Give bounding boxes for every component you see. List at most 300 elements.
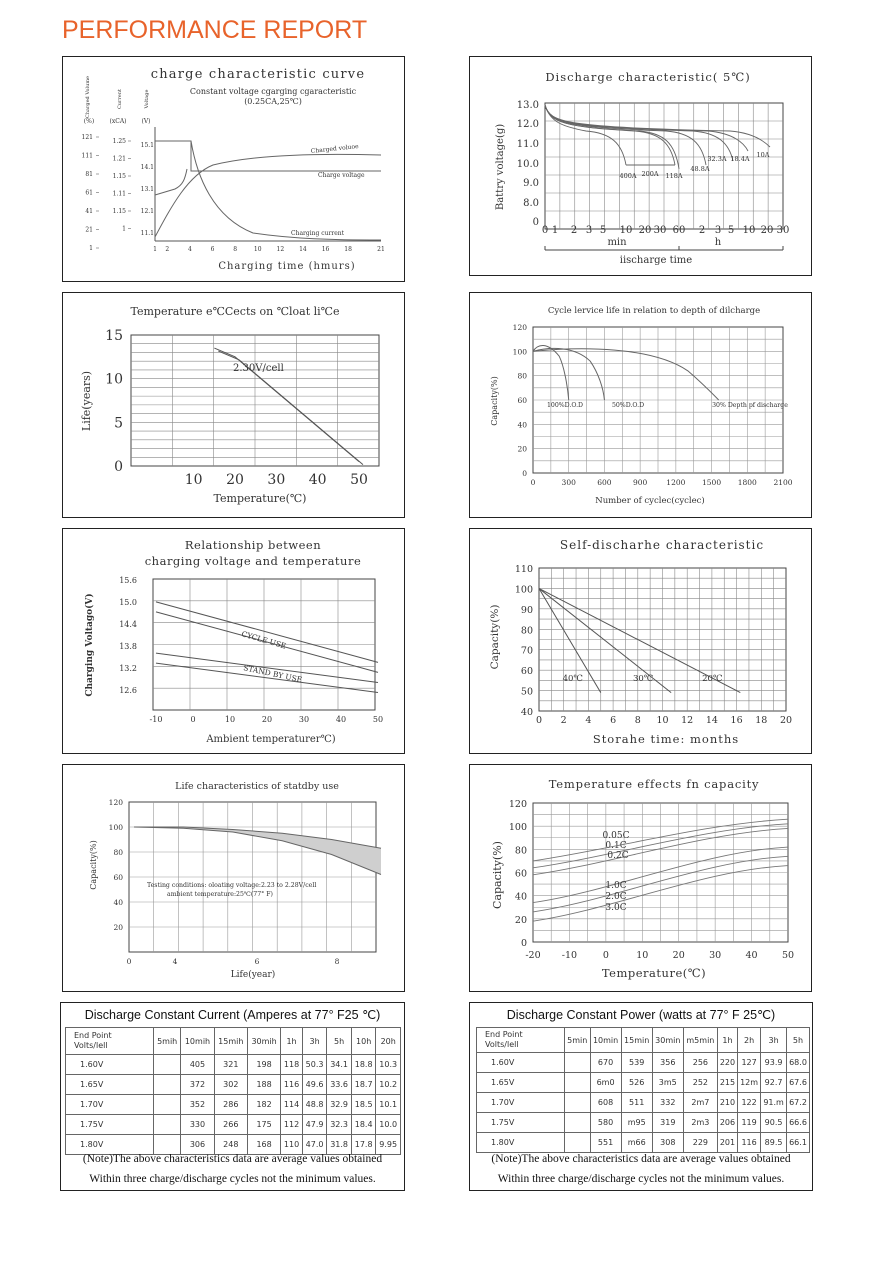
x-tick-label: 4 (585, 715, 592, 726)
y-tick-label: 80 (514, 845, 527, 857)
column-header: 30min (652, 1028, 683, 1053)
table-cell: 182 (247, 1095, 280, 1115)
y-tick-label: 100 (508, 822, 527, 834)
x-tick-label: 0 (602, 950, 609, 961)
charge-chart-svg (63, 57, 406, 283)
table-cell: 32.3 (327, 1115, 352, 1135)
table-cell: 50.3 (302, 1055, 327, 1075)
x-tick-label: 50 (350, 472, 368, 488)
row-label: 1.75V (66, 1115, 154, 1135)
x-tick-label: 10 (656, 715, 669, 726)
self-discharge-chart-svg (470, 529, 813, 755)
voltage-band-upper (156, 602, 378, 663)
series-label: 100%D.O.D (546, 402, 584, 409)
column-header: 5h (327, 1028, 352, 1055)
table-cell: 12m (738, 1073, 761, 1093)
y-tick-label: 60 (520, 666, 533, 678)
table-cell: 92.7 (761, 1073, 787, 1093)
table-row (477, 1133, 810, 1153)
table-cell: 116 (281, 1075, 303, 1095)
column-header: 3h (302, 1028, 327, 1055)
table-row (66, 1095, 401, 1115)
table-cell: 302 (214, 1075, 247, 1095)
chart-lines (533, 346, 788, 409)
y-tick-label: 13.1 (140, 186, 154, 193)
y-tick-label: 8.0 (523, 198, 539, 209)
x-tick-label: 40 (308, 472, 327, 488)
y-tick-label: 1.15 (112, 208, 126, 215)
table-cell: 122 (738, 1093, 761, 1113)
y-tick-label: 41 (85, 208, 93, 215)
x-axis-label: Number of cyclec(cyclec) (595, 496, 705, 506)
x-tick-label: 1800 (737, 478, 757, 487)
table-cell: 308 (652, 1133, 683, 1153)
chart-grid (539, 568, 786, 711)
table-cell: 89.5 (761, 1133, 787, 1153)
column-header: 2h (738, 1028, 761, 1053)
x-tick-label: 10 (224, 715, 236, 724)
y-tick-label: 80 (113, 848, 123, 857)
chart-grid (533, 803, 788, 942)
table-cell: 91.m (761, 1093, 787, 1113)
table-cell: 526 (621, 1073, 652, 1093)
chart-title: Temperature effects fn capacity (548, 777, 760, 791)
x-tick-label: 30 (776, 225, 790, 236)
x-tick-label: 2 (698, 225, 706, 236)
discharge-curve (545, 105, 626, 165)
x-tick-label: 8 (634, 715, 641, 726)
table-cell (154, 1075, 181, 1095)
y-tick-label: 60 (514, 868, 527, 880)
table-cell (565, 1053, 591, 1073)
x-tick-label: 10 (742, 225, 756, 236)
x-tick-label: 600 (597, 478, 612, 487)
series-label: 2.30V/cell (233, 363, 284, 374)
table-cell: 319 (652, 1113, 683, 1133)
y-tick-label: 15 (105, 328, 123, 344)
x-tick-label: 60 (672, 225, 686, 236)
series-label: 10A (756, 151, 770, 159)
table-cell: 10.0 (376, 1115, 401, 1135)
series-label: 118A (665, 172, 683, 180)
table-row (477, 1073, 810, 1093)
y-tick-label: 1.21 (112, 155, 126, 163)
table-cell: 9.95 (376, 1135, 401, 1155)
x-tick-label: 0 (541, 225, 549, 236)
table-note: (Note)The above characteristics data are average values obtained (82, 1153, 383, 1165)
series-label: 48.8A (690, 165, 710, 173)
x-tick-label: 10 (619, 225, 633, 236)
x-tick-label: 20 (261, 715, 273, 724)
chart-title: charging voltage and temperature (144, 554, 362, 568)
table-cell: 67.6 (787, 1073, 810, 1093)
charge-characteristic-chart (62, 56, 405, 282)
cycle-life-chart (469, 292, 812, 518)
x-tick-label: 12 (681, 715, 694, 726)
series-label: Charge voltage (318, 172, 365, 179)
column-header: 10min (590, 1028, 621, 1053)
chart-note: ambient temperature:25℃(77° F) (167, 891, 273, 898)
discharge-curve (545, 105, 675, 165)
table-cell: 18.4 (351, 1115, 376, 1135)
y-tick-label: 40 (514, 891, 527, 903)
y-tick-label: 20 (514, 914, 527, 926)
x-tick-label: 20 (779, 715, 793, 726)
table-cell: 2m3 (683, 1113, 717, 1133)
axis-ticks (119, 576, 383, 724)
x-tick-label: 2100 (773, 478, 793, 487)
y-tick-label: 10 (105, 371, 123, 388)
chart-title: Relationship between (184, 538, 322, 552)
x-tick-label: 0 (530, 478, 536, 487)
y-axis-label: Charging Voltago(V) (85, 593, 95, 697)
chart-lines (156, 602, 378, 693)
column-header: 1h (281, 1028, 303, 1055)
chart-title: Temperature e℃Cects on ℃loat li℃e (130, 305, 340, 318)
chart-title: charge characteristic curve (150, 67, 366, 82)
x-tick-label: 18 (755, 715, 768, 726)
x-tick-label: 14 (299, 246, 307, 253)
row-label: 1.65V (477, 1073, 565, 1093)
table-cell: 2m7 (683, 1093, 717, 1113)
column-header: 1h (717, 1028, 737, 1053)
y-tick-label: 120 (512, 323, 527, 332)
axis-ticks (105, 328, 368, 488)
y-tick-label: 5 (114, 415, 123, 432)
standby-life-chart (62, 764, 405, 992)
life-band-fill (134, 827, 381, 875)
y-tick-label: 12.6 (119, 686, 137, 695)
y-tick-label: 80 (517, 371, 527, 381)
chart-title: Self-discharhe characteristic (559, 538, 765, 552)
column-header: 20h (376, 1028, 401, 1055)
table-cell: 48.8 (302, 1095, 327, 1115)
table-title: Discharge Constant Power (watts at 77° F 25℃) (506, 1008, 776, 1022)
series-label: 0.2C (607, 851, 629, 861)
y-tick-label: 60 (517, 396, 527, 405)
x-tick-label: 20 (760, 225, 774, 236)
y-tick-label: 13.2 (119, 664, 137, 673)
voltage-temperature-chart-svg (63, 529, 406, 755)
discharge-chart-svg (470, 57, 813, 277)
x-tick-label: 4 (172, 957, 178, 966)
table-cell: 206 (717, 1113, 737, 1133)
voltage-temperature-chart (62, 528, 405, 754)
y-tick-label: 11.1 (140, 230, 154, 237)
table-cell: 356 (652, 1053, 683, 1073)
series-label: 50%D.O.D (611, 402, 645, 409)
table-row (66, 1075, 401, 1095)
chart-subtitle: Constant voltage cgarging cgaracteristic (189, 87, 357, 96)
y-tick-label: 12.1 (140, 208, 154, 215)
table-cell: 116 (738, 1133, 761, 1153)
x-axis-label: Charging time (hmurs) (218, 261, 356, 272)
table-header-row (477, 1028, 810, 1053)
discharge-curve (545, 105, 679, 169)
series-label: 30℃ (632, 674, 654, 684)
x-tick-label: 50 (372, 715, 384, 724)
x-tick-label: 40 (335, 715, 347, 724)
x-tick-label: 30 (298, 715, 310, 724)
x-tick-label: 16 (730, 715, 743, 726)
chart-lines (134, 827, 381, 875)
table-cell: 229 (683, 1133, 717, 1153)
table-cell: 18.5 (351, 1095, 376, 1115)
series-label: 20℃ (702, 674, 723, 684)
table-cell (565, 1073, 591, 1093)
x-tick-label: 4 (188, 246, 192, 253)
table-cell: 18.8 (351, 1055, 376, 1075)
y-tick-label: 120 (508, 799, 527, 810)
table-cell: 66.1 (787, 1133, 810, 1153)
discharge-curve (545, 105, 706, 165)
axis-unit: (V) (141, 118, 151, 125)
y-tick-label: 14.1 (140, 164, 154, 171)
x-tick-label: 2 (165, 246, 170, 253)
axis-unit: (xCA) (109, 118, 127, 125)
table-cell: m95 (621, 1113, 652, 1133)
header-line: End Point (74, 1031, 112, 1040)
y-axis-label: Capacity(%) (89, 840, 98, 890)
x-tick-label: 5 (599, 225, 607, 236)
chart-note: Testing conditions: oloating voltage:2.23 to 2.28V/cell (147, 882, 317, 889)
table-cell: 372 (181, 1075, 214, 1095)
table-cell: 49.6 (302, 1075, 327, 1095)
y-tick-label: 111 (81, 152, 93, 160)
y-tick-label: 1.15 (112, 173, 126, 180)
series-label: 18.4A (730, 155, 750, 163)
y-tick-label: 100 (108, 823, 123, 832)
x-tick-label: 12 (276, 246, 285, 253)
table-cell: 17.8 (351, 1135, 376, 1155)
table-cell: 68.0 (787, 1053, 810, 1073)
table-cell: 112 (281, 1115, 303, 1135)
x-axis-label: iischarge time (619, 255, 693, 266)
x-tick-label: 3 (585, 225, 593, 236)
table-note: Within three charge/discharge cycles not the minimum values. (89, 1173, 376, 1185)
row-label: 1.80V (477, 1133, 565, 1153)
series-label: 3.0C (605, 903, 627, 913)
x-tick-label: 0 (535, 715, 543, 726)
table-cell: m66 (621, 1133, 652, 1153)
row-label: 1.70V (477, 1093, 565, 1113)
axis-head-voltage: Voltage (144, 89, 150, 109)
x-tick-label: 10 (184, 472, 203, 488)
y-tick-label: 120 (108, 798, 123, 807)
chart-grid (129, 802, 376, 952)
table-cell: 66.6 (787, 1113, 810, 1133)
row-label: 1.80V (66, 1135, 154, 1155)
y-tick-label: 90 (520, 604, 533, 616)
column-header: 10mih (181, 1028, 214, 1055)
y-tick-label: 1 (122, 225, 126, 233)
series-label: 30% Depth pf discharge (712, 402, 788, 409)
x-tick-label: 30 (653, 225, 667, 236)
x-tick-label: 3 (714, 225, 722, 236)
x-tick-label: 8 (334, 957, 340, 966)
x-tick-label: 2 (570, 225, 578, 236)
table-cell: 127 (738, 1053, 761, 1073)
series-label: 0.05C (602, 831, 630, 841)
y-tick-label: 13.8 (119, 642, 137, 651)
table-row (477, 1113, 810, 1133)
float-life-chart (62, 292, 405, 518)
table-cell: 306 (181, 1135, 214, 1155)
table-row (66, 1055, 401, 1075)
x-axis-label: Life(year) (230, 970, 276, 980)
table-cell (565, 1113, 591, 1133)
x-tick-label: 6 (610, 715, 617, 726)
table-cell: 34.1 (327, 1055, 352, 1075)
x-axis-label: Temperature(℃) (601, 966, 707, 980)
table-cell: 118 (281, 1055, 303, 1075)
table-title: Discharge Constant Current (Amperes at 77° F25 ℃) (84, 1008, 381, 1022)
table-cell: 215 (717, 1073, 737, 1093)
y-tick-label: 100 (512, 347, 527, 357)
y-tick-label: 10.0 (516, 159, 539, 170)
table-cell: 511 (621, 1093, 652, 1113)
y-tick-label: 15.0 (119, 598, 137, 607)
x-tick-label: 900 (632, 478, 648, 487)
y-tick-label: 20 (113, 923, 123, 932)
table-cell (565, 1133, 591, 1153)
y-tick-label: 1.25 (112, 138, 126, 145)
x-tick-label: -10 (149, 715, 163, 724)
x-tick-label: 21 (377, 246, 385, 253)
constant-power-table-panel (469, 1002, 813, 1191)
x-tick-label: 20 (638, 225, 652, 236)
table-cell: 266 (214, 1115, 247, 1135)
y-tick-label: 0 (520, 938, 527, 949)
y-tick-label: 40 (517, 420, 527, 430)
y-axis-label: Capacity(%) (489, 604, 501, 670)
discharge-characteristic-chart (469, 56, 812, 276)
x-axis-label: Temperature(℃) (213, 492, 307, 505)
series-label: 200A (641, 170, 659, 178)
series-label: 400A (619, 172, 637, 180)
column-header: 5mih (154, 1028, 181, 1055)
y-tick-label: 13.0 (516, 100, 539, 111)
x-tick-label: -10 (561, 950, 578, 961)
y-tick-label: 0 (522, 469, 527, 478)
table-cell: 551 (590, 1133, 621, 1153)
table-cell: 10.2 (376, 1075, 401, 1095)
y-tick-label: 80 (520, 625, 533, 637)
y-tick-label: 15.6 (119, 576, 137, 585)
y-tick-label: 110 (514, 564, 533, 575)
column-header: 10h (351, 1028, 376, 1055)
table-cell: 352 (181, 1095, 214, 1115)
x-tick-label: 30 (709, 950, 722, 961)
x-axis-label: Ambient temperaturer℃) (206, 734, 336, 745)
page-title: PERFORMANCE REPORT (62, 16, 368, 44)
table-cell: 47.9 (302, 1115, 327, 1135)
discharge-curve (545, 105, 733, 161)
table-cell: 252 (683, 1073, 717, 1093)
column-header: 3h (761, 1028, 787, 1053)
table-note: Within three charge/discharge cycles not the minimum values. (497, 1173, 785, 1185)
x-tick-label: 6 (210, 246, 215, 253)
y-tick-label: 121 (81, 134, 93, 141)
temp-capacity-chart-svg (470, 765, 813, 993)
x-tick-label: 40 (745, 950, 758, 961)
column-header: 5h (787, 1028, 810, 1053)
chart-grid (545, 103, 783, 229)
y-tick-label: 20 (517, 444, 527, 454)
table-cell: 188 (247, 1075, 280, 1095)
y-tick-label: 1.11 (112, 190, 126, 198)
y-tick-label: 81 (85, 171, 93, 178)
table-cell (154, 1115, 181, 1135)
y-tick-label: 61 (85, 189, 93, 197)
column-header: 30mih (247, 1028, 280, 1055)
table-cell (154, 1055, 181, 1075)
dod-30-curve (533, 349, 719, 400)
header-line: Volts/lell (74, 1041, 108, 1050)
row-label: 1.65V (66, 1075, 154, 1095)
table-cell: 220 (717, 1053, 737, 1073)
table-row (66, 1135, 401, 1155)
row-label: 1.60V (66, 1055, 154, 1075)
table-cell: 670 (590, 1053, 621, 1073)
header-cell (477, 1028, 565, 1053)
table-cell: 198 (247, 1055, 280, 1075)
table-cell: 539 (621, 1053, 652, 1073)
column-header: 15mih (214, 1028, 247, 1055)
x-axis-label: Storahe time: months (592, 732, 740, 746)
y-tick-label: 1 (89, 245, 93, 252)
chart-subtitle: (0.25CA,25℃) (244, 97, 302, 106)
charging-current-line (155, 141, 381, 240)
row-label: 1.60V (477, 1053, 565, 1073)
table-cell: 47.0 (302, 1135, 327, 1155)
x-tick-label: 1200 (666, 478, 686, 487)
y-tick-label: 9.0 (523, 178, 539, 189)
table-cell: 210 (717, 1093, 737, 1113)
table-row (477, 1053, 810, 1073)
y-tick-label: 40 (520, 707, 533, 718)
chart-title: Cycle lervice life in relation to depth of dilcharge (547, 306, 761, 316)
table-cell: 321 (214, 1055, 247, 1075)
series-label: 2.0C (605, 892, 627, 902)
x-tick-label: 14 (705, 715, 718, 726)
table-cell: 608 (590, 1093, 621, 1113)
table-cell: 332 (652, 1093, 683, 1113)
y-tick-label: 21 (85, 226, 93, 234)
axis-head-charged: Charged Volume (85, 75, 91, 119)
row-label: 1.75V (477, 1113, 565, 1133)
chart-lines (155, 141, 381, 240)
table-cell: 580 (590, 1113, 621, 1133)
table-cell: 32.9 (327, 1095, 352, 1115)
cycle-life-chart-svg (470, 293, 813, 519)
x-tick-label: 1 (153, 246, 157, 253)
chart-lines (545, 105, 770, 180)
table-cell: 67.2 (787, 1093, 810, 1113)
table-note: (Note)The above characteristics data are average values obtained (491, 1153, 791, 1165)
x-tick-label: 0 (190, 715, 196, 724)
series-label: 0.1C (605, 841, 627, 851)
table-cell: 10.3 (376, 1055, 401, 1075)
table-cell: 93.9 (761, 1053, 787, 1073)
y-tick-label: 0 (532, 217, 539, 228)
table-cell: 286 (214, 1095, 247, 1115)
y-tick-label: 0 (114, 459, 123, 475)
x-tick-label: 300 (561, 478, 576, 487)
y-tick-label: 40 (113, 898, 123, 907)
header-line: End Point (485, 1030, 523, 1039)
column-header: 5min (565, 1028, 591, 1053)
